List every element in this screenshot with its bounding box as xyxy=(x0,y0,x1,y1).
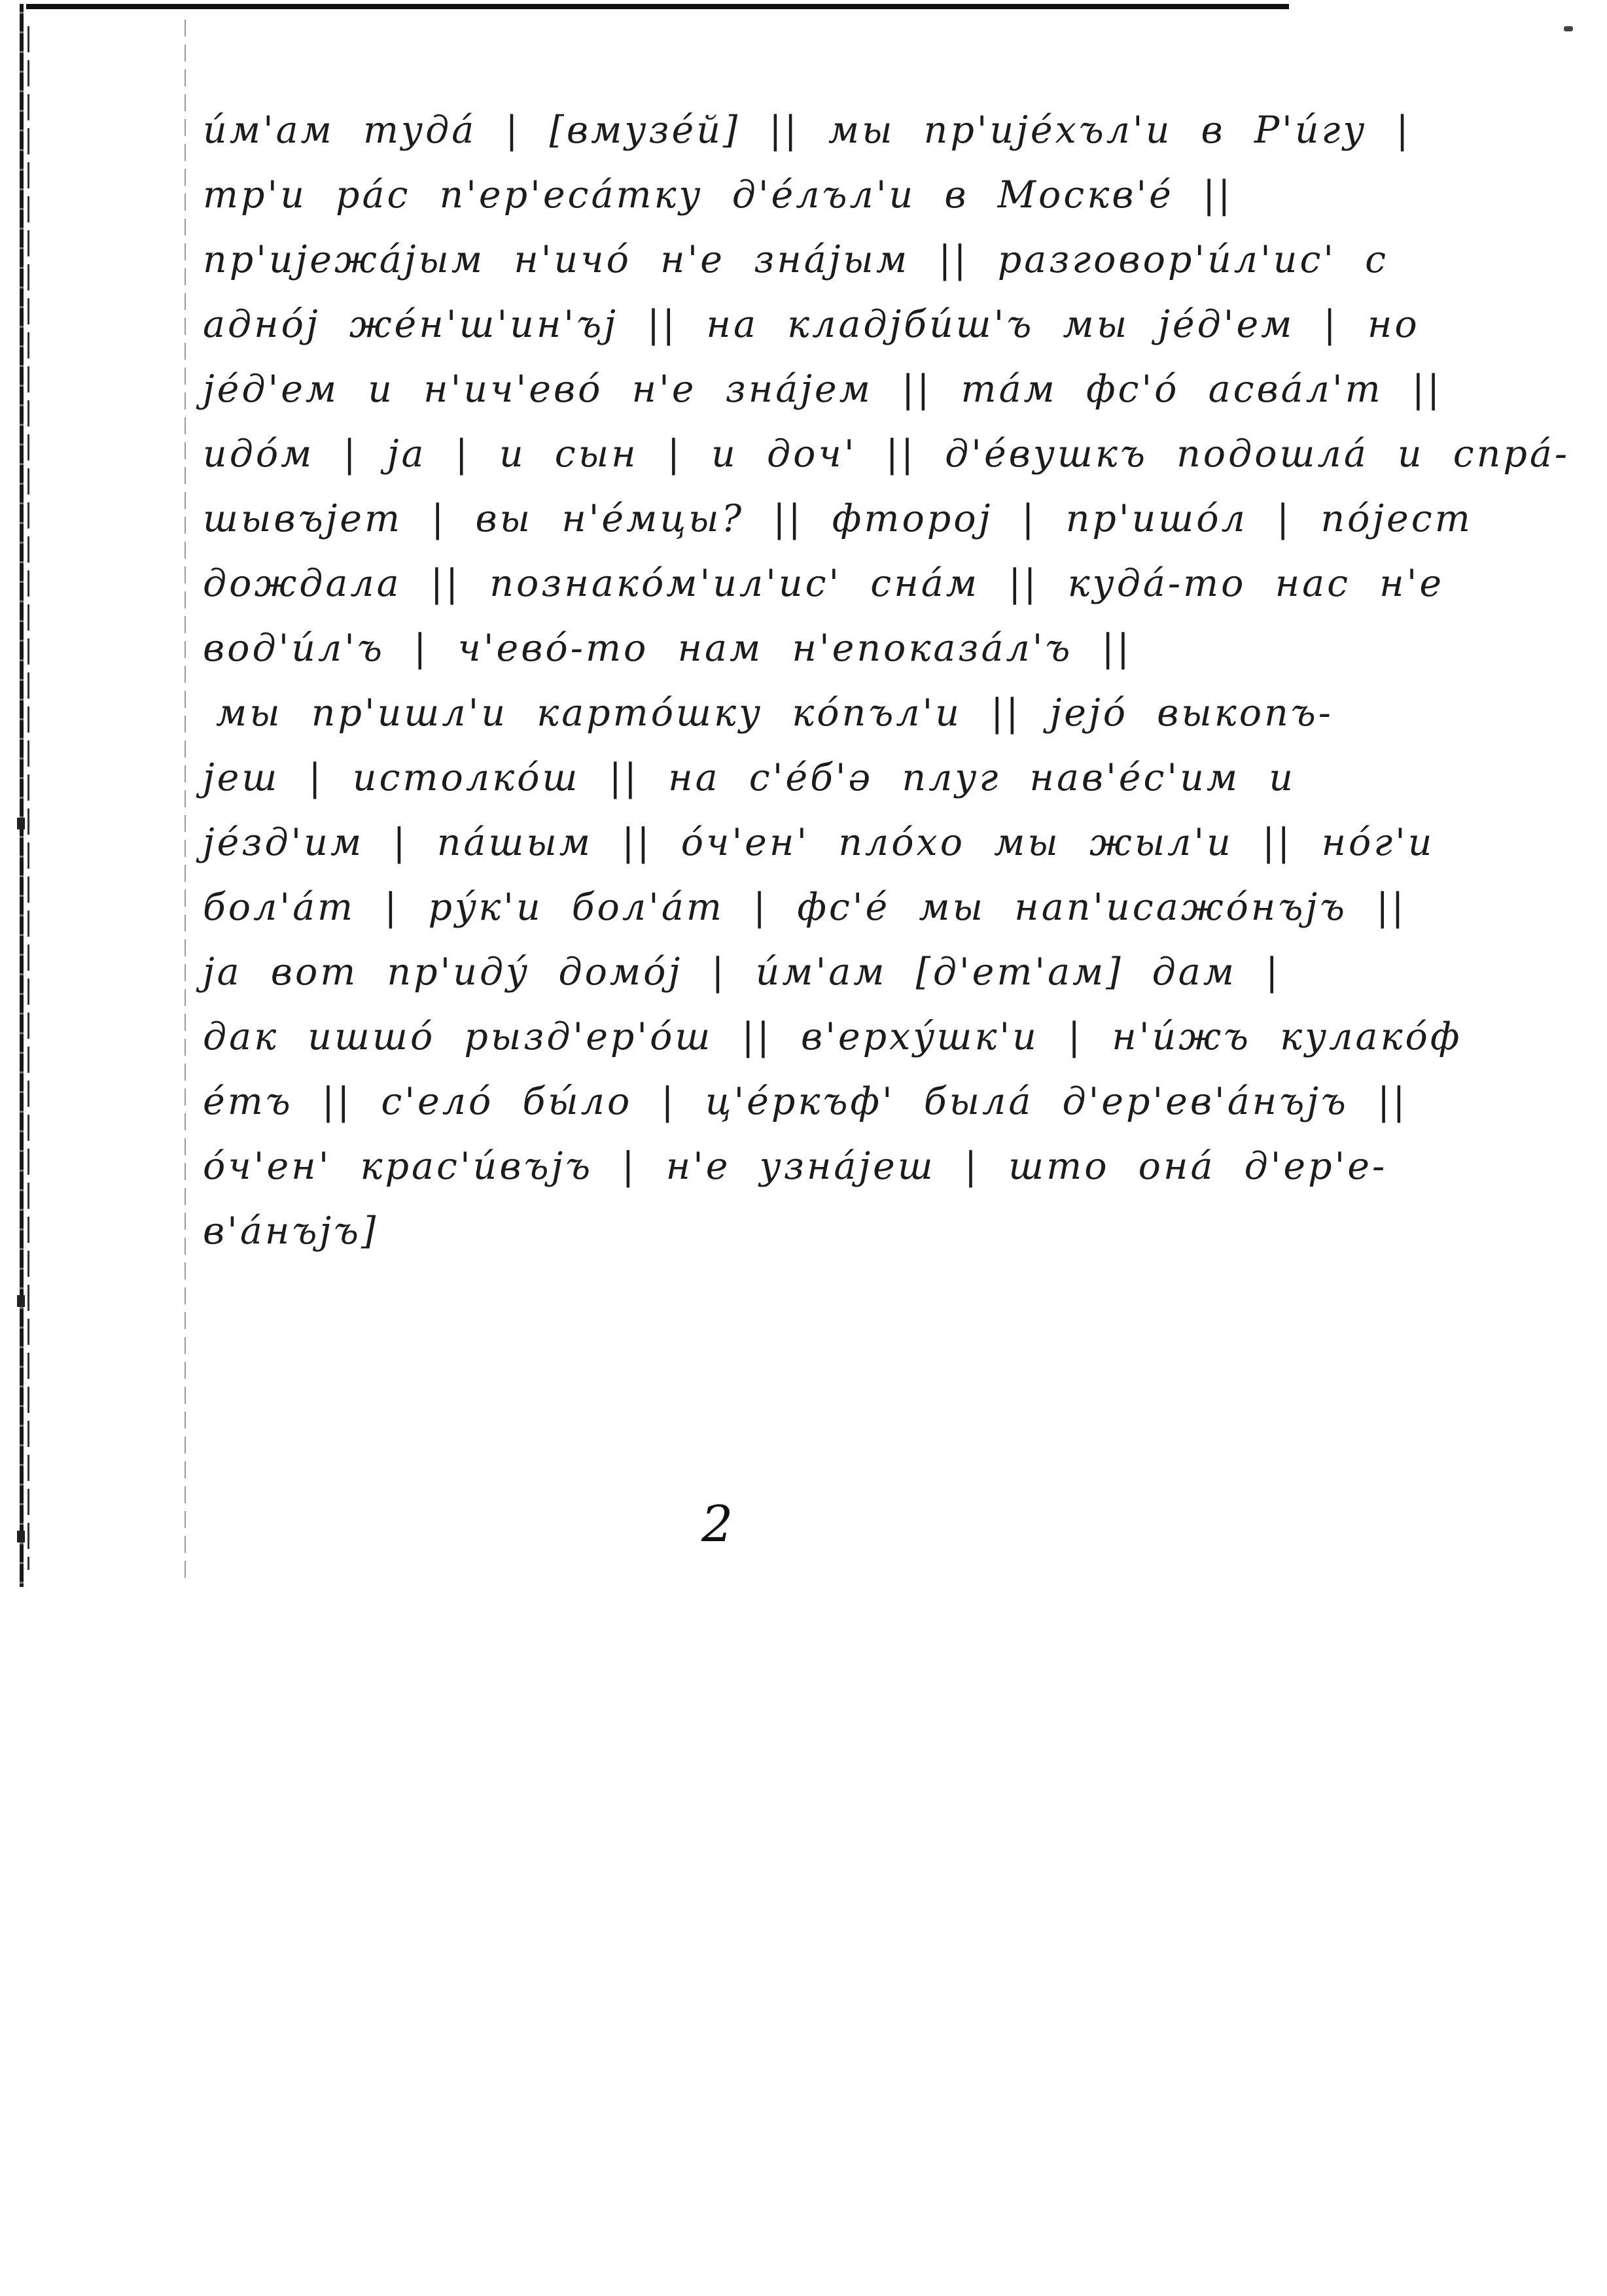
text-line: дождала || познакóм'ил'ис' снáм || кудá-то нас н'е xyxy=(203,562,1445,605)
text-line: óч'ен' крас'úвъјъ | н'е узнáјеш | што онá д'ер'е- xyxy=(203,1145,1388,1188)
page-number: 2 xyxy=(701,1495,733,1553)
text-line: тр'и рáс п'ер'есáтку д'éлъл'и в Москв'é || xyxy=(203,173,1233,217)
text-line: пр'ијежáјым н'ичó н'е знáјым || разговор'úл'ис' с xyxy=(203,238,1389,281)
text-line: дак ишшó рызд'ер'óш || в'ерхýшк'и | н'и́жъ кулакóф xyxy=(203,1015,1462,1058)
text-line: мы пр'ишл'и картóшку кóпъл'и || јејó выкопъ- xyxy=(216,691,1334,735)
scan-speck xyxy=(17,818,25,829)
scan-speck xyxy=(1564,26,1573,31)
text-line: бол'áт | рýк'и бол'áт | фс'é мы нап'исажóнъјъ || xyxy=(203,886,1407,929)
text-line: éтъ || с'елó бы́ло | ц'éркъф' былá д'ер'ев'áнъјъ || xyxy=(203,1080,1408,1123)
binding-edge-shadow xyxy=(27,26,29,1570)
binding-edge xyxy=(20,4,24,1587)
text-line: ја вот пр'идý домóј | и́м'ам [д'ет'ам] дам | xyxy=(203,950,1281,994)
text-line: адно́ј жéн'ш'ин'ъј || на кладјбúш'ъ мы јéд'ем | но xyxy=(203,303,1420,346)
text-line: и́м'ам тудá | [вмузе́й] || мы пр'ијéхъл'и в Р'и́гу | xyxy=(203,109,1411,152)
scan-speck xyxy=(17,1295,25,1307)
text-line: вод'úл'ъ | ч'евó-то нам н'епоказáл'ъ || xyxy=(203,627,1132,670)
handwritten-transcription xyxy=(203,98,1570,1264)
scan-speck xyxy=(17,1531,25,1542)
margin-line xyxy=(185,20,186,1583)
text-line: јéд'ем и н'ич'евó н'е знáјем || тáм фс'ó асвáл'т || xyxy=(203,368,1443,411)
text-line: јеш | истолкóш || на с'éб'ә плуг нав'éс'им и xyxy=(203,756,1296,799)
text-line: идóм | ја | и сын | и доч' || д'éвушкъ подошлá и спрá- xyxy=(203,432,1570,476)
text-line: в'áнъјъ] xyxy=(203,1209,379,1253)
text-line: јéзд'им | пáшым || óч'ен' плóхо мы жыл'и || нóг'и xyxy=(203,821,1435,864)
page-top-border xyxy=(26,4,1289,9)
text-line: шывъјет | вы н'éмцы? || фторој | пр'ишóл | пóјест xyxy=(203,497,1473,540)
